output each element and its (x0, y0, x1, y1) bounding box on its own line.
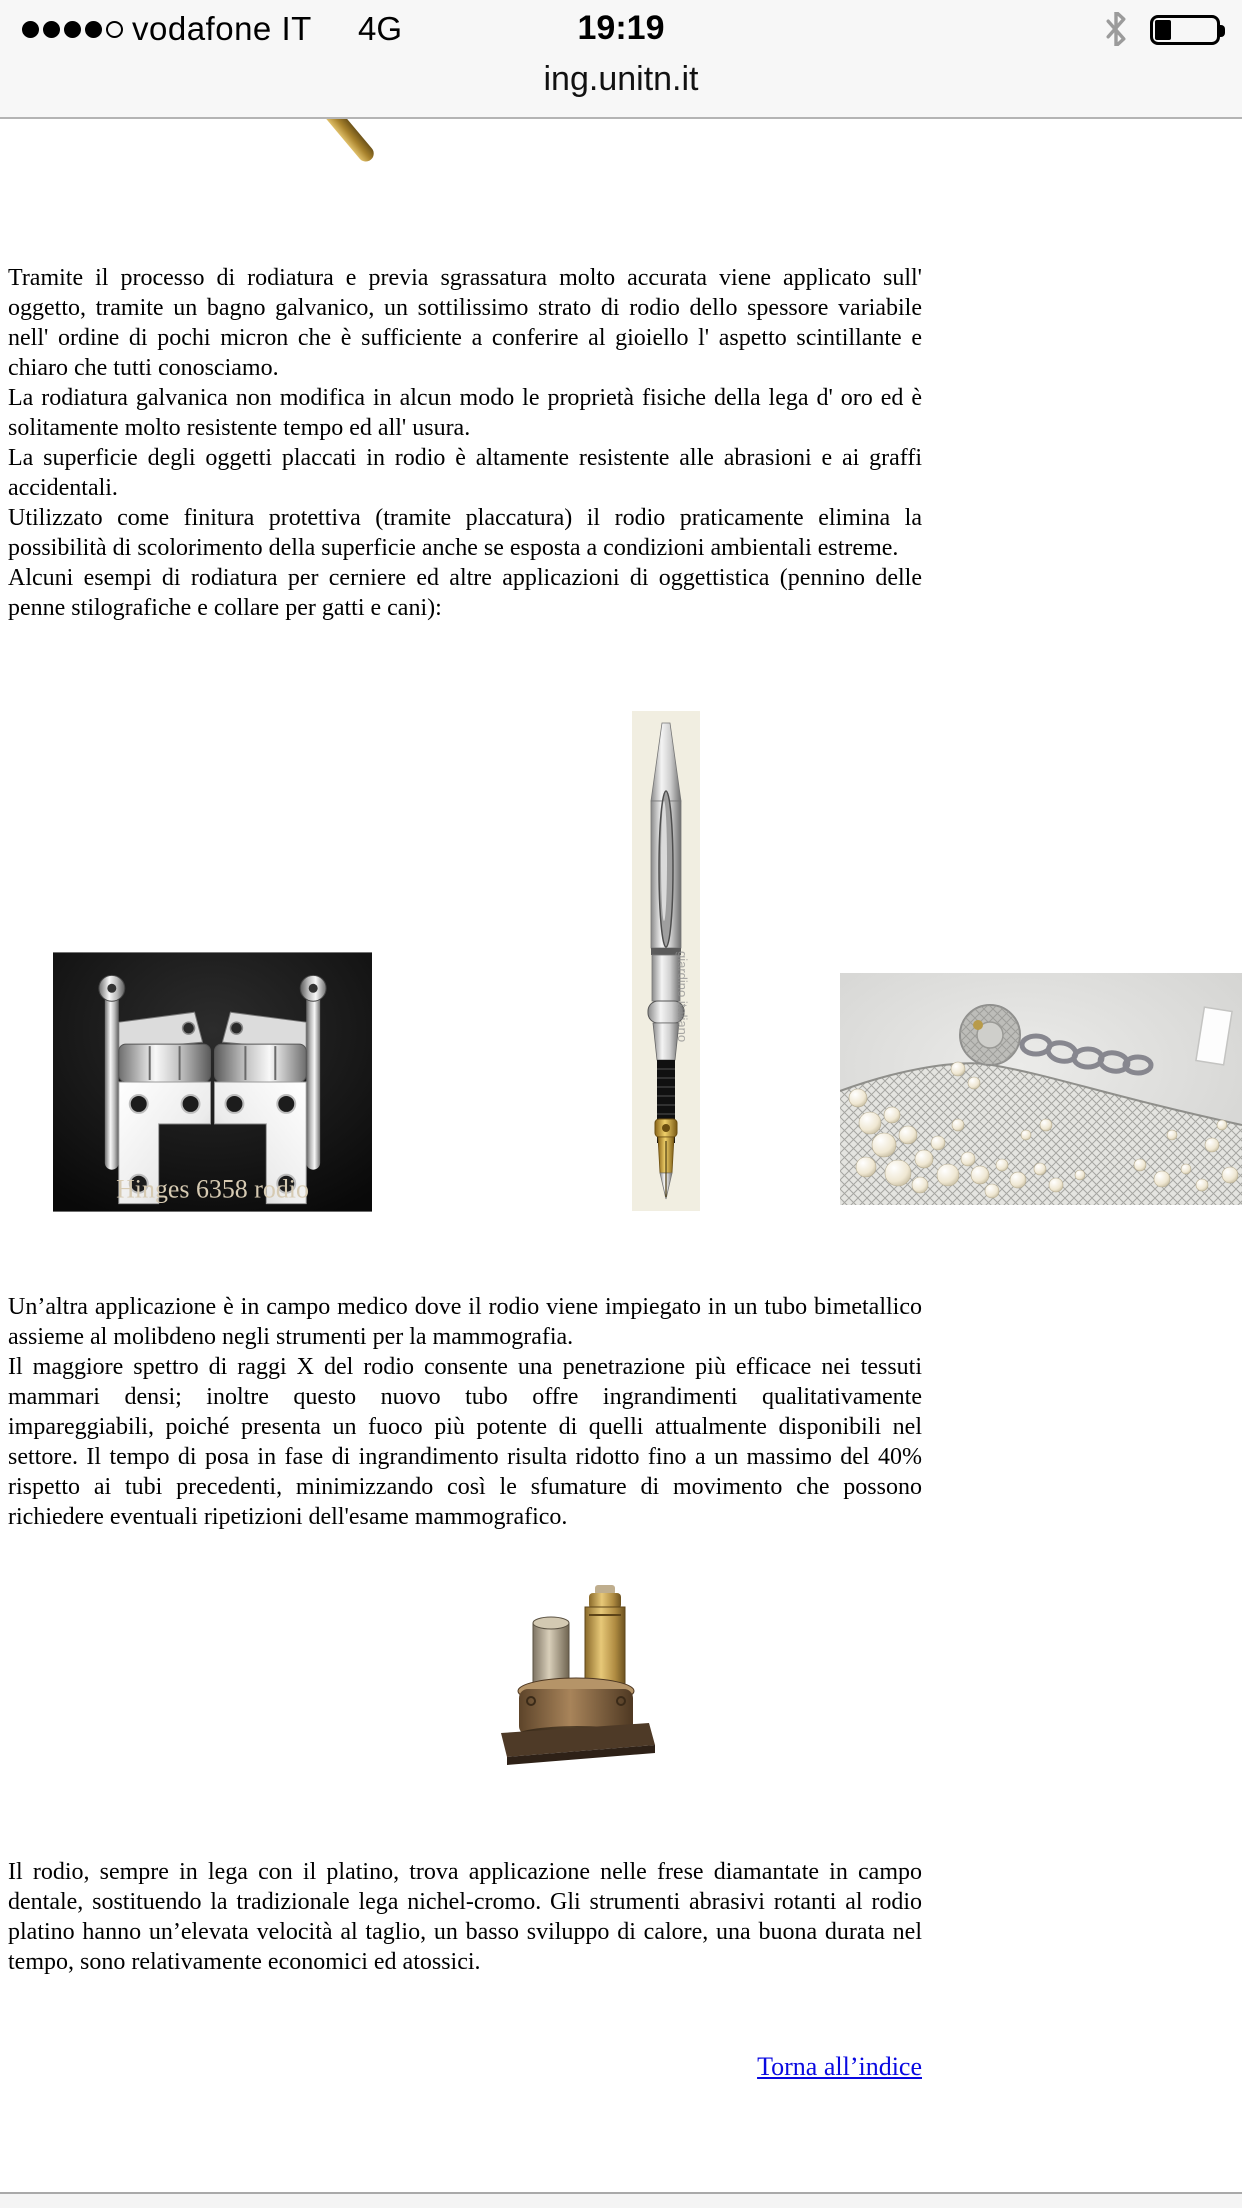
bluetooth-icon (1106, 12, 1126, 51)
paragraph: Il maggiore spettro di raggi X del rodio consente una penetrazione più efficace nei tessuti mammari densi; inoltre questo nuovo tubo offre ingrandimenti qualitativamente impareggiabili, poiché presenta un fuoco più potente di quelli attualmente disponibili nel settore. Il tempo di posa in fase di ingrandimento risulta ridotto fino a un massimo del 40% rispetto ai tubi precedenti, minimizzando così le sfumature di movimento che possono richiedere eventuali ripetizioni dell'esame mammografico. (8, 1354, 922, 1530)
paragraph: Alcuni esempi di rodiatura per cerniere ed altre applicazioni di oggettistica (pennino delle penne stilografiche e collare per gatti e cani): (8, 565, 922, 621)
hinges-caption: Hinges 6358 rodio (116, 1174, 309, 1204)
pen-watermark: giardino italiano (675, 951, 690, 1043)
fountain-pen-photo (632, 711, 700, 1216)
paragraph: Utilizzato come finitura protettiva (tramite placcatura) il rodio praticamente elimina la possibilità di scolorimento della superficie anche se esposta a condizioni ambientali estreme. (8, 505, 922, 561)
browser-chrome (0, 0, 1242, 119)
medical-paragraphs (8, 1292, 922, 1532)
back-to-index-link[interactable]: Torna all’indice (757, 2052, 922, 2081)
battery-nub (1219, 25, 1225, 37)
bracelet-photo (840, 973, 1242, 1210)
bottom-toolbar-edge[interactable] (0, 2192, 1242, 2208)
paragraph: La rodiatura galvanica non modifica in alcun modo le proprietà fisiche della lega d' oro ed è solitamente molto resistente tempo ed all' usura. (8, 385, 922, 441)
back-link-row (8, 2052, 922, 2082)
url-bar[interactable]: ing.unitn.it (543, 60, 699, 98)
status-time: 19:19 (577, 9, 665, 47)
network-type-label: 4G (358, 10, 403, 47)
battery-fill (1155, 20, 1171, 40)
hinges-photo (53, 952, 372, 1217)
paragraph: Un’altra applicazione è in campo medico dove il rodio viene impiegato in un tubo bimetallico assieme al molibdeno negli strumenti per la mammografia. (8, 1294, 922, 1350)
paragraph: La superficie degli oggetti placcati in rodio è altamente resistente alle abrasioni e ai graffi accidentali. (8, 445, 922, 501)
dental-paragraph (8, 1857, 922, 1977)
intro-paragraphs (8, 263, 922, 623)
status-bar (0, 0, 1242, 50)
battery-icon (1150, 15, 1220, 45)
paragraph: Il rodio, sempre in lega con il platino, trova applicazione nelle frese diamantate in campo dentale, sostituendo la tradizionale lega nichel-cromo. Gli strumenti abrasivi rotanti al rodio platino hanno un’elevata velocità al taglio, un basso sviluppo di calore, una buona durata nel tempo, sono relativamente economici ed atossici. (8, 1859, 922, 1975)
xray-tube-photo (497, 1585, 655, 1770)
carrier-label: vodafone IT (132, 10, 312, 47)
paragraph: Tramite il processo di rodiatura e previa sgrassatura molto accurata viene applicato sull' oggetto, tramite un bagno galvanico, un sottilissimo strato di rodio dello spessore variabile nell' ordine di pochi micron che è sufficiente a conferire al gioiello l' aspetto scintillante e chiaro che tutti conosciamo. (8, 265, 922, 381)
